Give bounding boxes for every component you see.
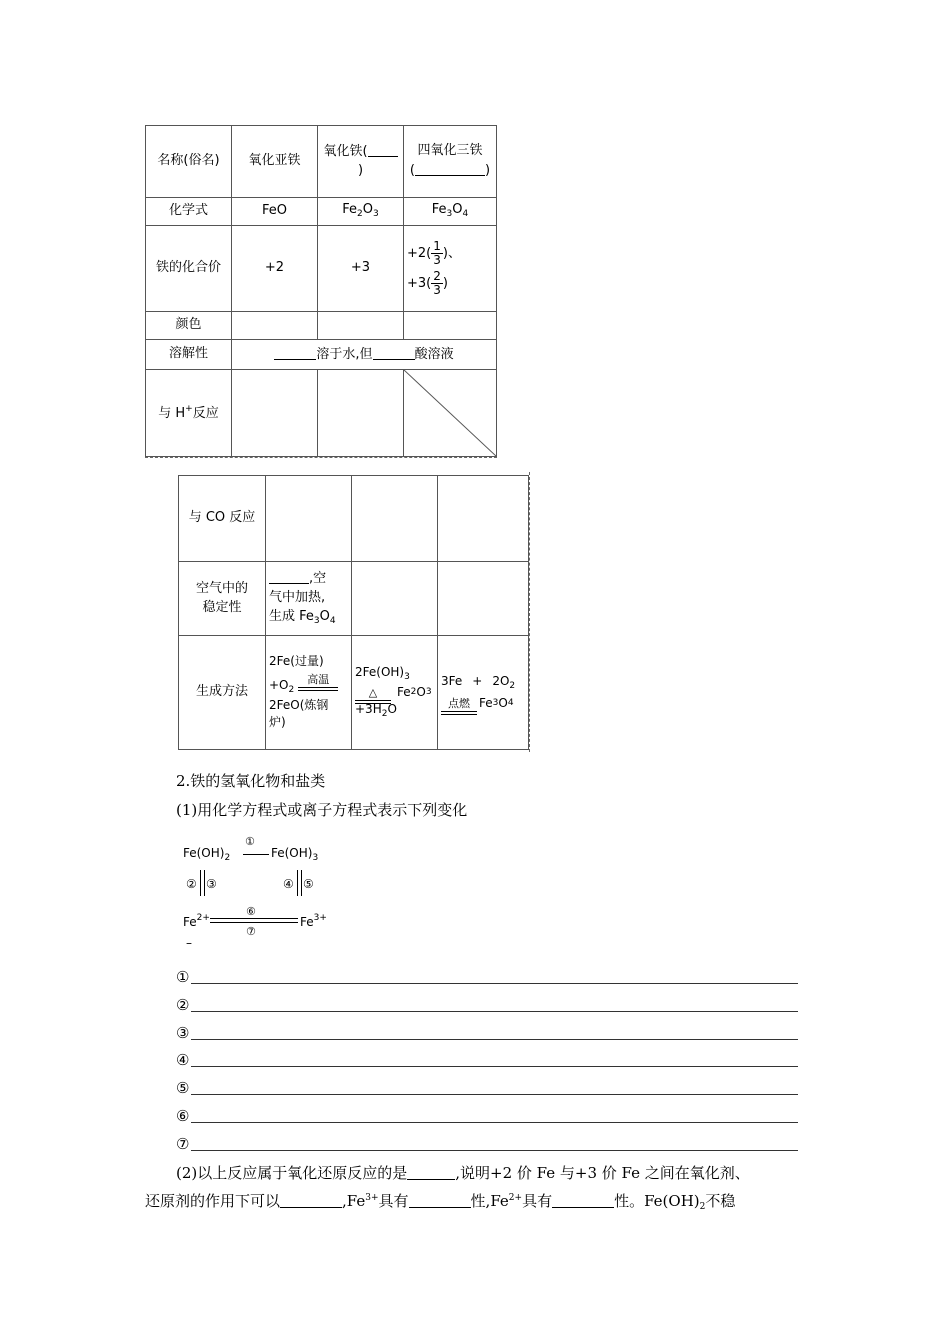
fraction	[431, 240, 443, 267]
answer-line-6[interactable]	[176, 1106, 798, 1126]
cell-stability-label	[179, 562, 266, 636]
text: 不稳	[705, 1192, 736, 1210]
label-5: ⑤	[303, 877, 314, 891]
cell-empty	[404, 312, 497, 340]
answer-mark: ⑦	[176, 1135, 190, 1153]
blank[interactable]	[280, 1193, 342, 1208]
cell-empty	[438, 476, 529, 562]
table-row-solubility	[146, 340, 497, 370]
cell-fe3o4-method	[438, 636, 529, 750]
sub: 3	[404, 671, 410, 682]
f-sub: 2	[357, 209, 363, 220]
answer-line-4[interactable]	[176, 1050, 798, 1070]
valence-text: +2(	[407, 246, 432, 262]
cell-formula-label: 化学式	[146, 198, 232, 226]
text: (2)以上反应属于氧化还原反应的是	[176, 1164, 408, 1182]
table-row-co	[179, 476, 529, 562]
iron-oxide-table-part1	[145, 125, 497, 457]
page-break-dash	[529, 472, 530, 752]
table-row-name	[146, 126, 497, 198]
text: 生成 Fe	[269, 608, 314, 624]
text: Fe	[300, 915, 314, 929]
cell-color-label: 颜色	[146, 312, 232, 340]
heat-condition: △	[368, 685, 378, 699]
diagonal-line	[404, 370, 496, 456]
solubility-text: 酸溶液	[414, 346, 454, 362]
fraction-den: 3	[433, 282, 441, 297]
cell-valence-label: 铁的化合价	[146, 226, 232, 312]
cell-empty	[318, 312, 404, 340]
ignite-condition: 点燃	[448, 696, 470, 710]
answer-mark: ①	[176, 968, 190, 986]
sub: 2	[509, 680, 516, 691]
text: 2O	[492, 673, 510, 688]
double-line	[355, 700, 391, 704]
text: ,空	[309, 571, 327, 587]
cell-solubility	[232, 340, 497, 370]
blank[interactable]	[552, 1193, 614, 1208]
text: 炉)	[269, 715, 286, 730]
valence-text: )、	[442, 246, 461, 262]
page-break-dash	[145, 457, 497, 458]
fe3-label	[300, 913, 327, 929]
cell-feo-stability	[266, 562, 352, 636]
valence-text: )	[442, 275, 448, 291]
table-row-acid	[146, 370, 497, 457]
cell-fe3o4-name	[404, 126, 497, 198]
label-6: ⑥	[246, 905, 256, 918]
text: +O	[269, 677, 289, 692]
blank[interactable]	[409, 1193, 471, 1208]
cell-fe2o3-method	[352, 636, 438, 750]
cell-empty	[232, 370, 318, 457]
answer-rule	[191, 1150, 798, 1151]
text: 性,Fe	[470, 1192, 509, 1210]
double-arrow-left	[200, 870, 205, 896]
cell-empty	[232, 312, 318, 340]
cell-empty	[352, 476, 438, 562]
question-2-line2	[145, 1190, 735, 1212]
text: O	[387, 702, 397, 717]
cell-co-label: 与 CO 反应	[179, 476, 266, 562]
cell-acid-label	[146, 370, 232, 457]
sub: 2	[699, 1202, 706, 1212]
cell-empty	[438, 562, 529, 636]
text: 2Fe(过量)	[269, 654, 324, 669]
sup: 3+	[365, 1193, 379, 1203]
double-line	[441, 711, 477, 715]
answer-line-2[interactable]	[176, 995, 798, 1015]
answer-line-7[interactable]	[176, 1134, 798, 1154]
fe2o3-name-close: )	[357, 163, 364, 178]
answer-rule	[191, 1122, 798, 1123]
fraction-num: 2	[433, 268, 441, 283]
text: 还原剂的作用下可以	[145, 1192, 281, 1210]
fe3o4-name-text: 四氧化三铁	[417, 143, 483, 159]
sub: 3	[312, 853, 319, 863]
cell-empty	[266, 476, 352, 562]
f-sub: 3	[446, 209, 453, 220]
label-4: ④	[283, 877, 294, 891]
fe3o4-common-name-blank	[415, 161, 485, 176]
cell-fe2o3-name	[318, 126, 404, 198]
table-row-valence	[146, 226, 497, 312]
cell-solubility-label: 溶解性	[146, 340, 232, 370]
sub: 2	[224, 853, 231, 863]
f-fe: Fe	[342, 202, 358, 218]
cell-fe3o4-valence	[404, 226, 497, 312]
fraction-num: 1	[433, 239, 441, 254]
text: +	[472, 673, 483, 688]
arrow-1	[243, 854, 269, 855]
label-line: 空气中的	[195, 580, 248, 596]
sub: 2	[381, 709, 388, 720]
f-o: O	[362, 202, 373, 218]
fe3o4-close: )	[485, 163, 491, 178]
blank	[373, 345, 415, 360]
fraction-den: 3	[433, 253, 441, 268]
text: ,Fe	[342, 1192, 366, 1210]
cell-name-label: 名称(俗名)	[146, 126, 232, 198]
valence-text: +3(	[407, 275, 432, 291]
answer-rule	[191, 983, 798, 984]
text: 具有	[522, 1192, 553, 1210]
sub: 2	[288, 684, 295, 695]
cell-feo-formula: FeO	[232, 198, 318, 226]
label-2: ②	[186, 877, 197, 891]
cell-feo-method	[266, 636, 352, 750]
answer-mark: ③	[176, 1024, 190, 1042]
text: O	[498, 695, 508, 710]
cell-fe2o3-valence: +3	[318, 226, 404, 312]
feoh2-label	[183, 846, 230, 863]
cell-fe3o4-formula	[404, 198, 497, 226]
answer-rule	[191, 1066, 798, 1067]
cell-fe2o3-formula	[318, 198, 404, 226]
cell-feo-valence: +2	[232, 226, 318, 312]
answer-line-5[interactable]	[176, 1078, 798, 1098]
question-2-line1	[176, 1162, 750, 1183]
text: Fe(OH)	[183, 846, 225, 860]
text: 2Fe(OH)	[355, 664, 405, 679]
dash-mark: –	[186, 936, 192, 950]
text: 气中加热,	[269, 589, 326, 605]
answer-line-3[interactable]	[176, 1023, 798, 1043]
text: Fe	[183, 915, 197, 929]
question-1: (1)用化学方程式或离子方程式表示下列变化	[176, 801, 468, 819]
feoh3-label	[271, 846, 318, 863]
f-fe: Fe	[431, 202, 447, 218]
answer-mark: ④	[176, 1051, 190, 1069]
text: Fe	[479, 695, 493, 710]
cell-empty	[352, 562, 438, 636]
fe3o4-open: (	[409, 163, 415, 178]
answer-mark: ⑥	[176, 1107, 190, 1125]
sub: 3	[492, 698, 499, 708]
label-line: 稳定性	[202, 599, 242, 615]
blank	[269, 569, 309, 584]
table-row-method	[179, 636, 529, 750]
sub: 3	[313, 615, 320, 626]
answer-rule	[191, 1094, 798, 1095]
text: 3Fe	[441, 673, 463, 688]
cell-diagonal	[404, 370, 497, 457]
iron-oxide-table-part2	[178, 475, 529, 750]
sub: 2	[410, 686, 417, 697]
double-arrow-right	[297, 870, 302, 896]
table-row-color	[146, 312, 497, 340]
condition: 高温	[307, 672, 330, 686]
label-1: ①	[245, 835, 255, 848]
double-arrow-6-7	[210, 918, 298, 923]
fe2-label	[183, 913, 210, 929]
answer-rule	[191, 1011, 798, 1012]
text: 性。Fe(OH)	[614, 1192, 700, 1210]
text: 2FeO(炼钢	[269, 697, 329, 712]
acid-sup: +	[185, 403, 193, 414]
text: +3H	[355, 702, 382, 717]
table-row-stability	[179, 562, 529, 636]
sub: 4	[329, 615, 336, 626]
label-7: ⑦	[246, 925, 256, 938]
sup: 2+	[196, 913, 210, 923]
cell-empty	[318, 370, 404, 457]
sup: 3+	[313, 913, 327, 923]
text: ,说明+2 价 Fe 与+3 价 Fe 之间在氧化剂、	[455, 1164, 750, 1182]
blank	[274, 345, 316, 360]
acid-label: 与 H	[158, 405, 186, 421]
fe2o3-common-name-blank	[368, 142, 398, 157]
answer-rule	[191, 1039, 798, 1040]
section-title: 2.铁的氢氧化物和盐类	[176, 772, 326, 790]
label-3: ③	[206, 877, 217, 891]
fraction	[431, 270, 443, 297]
answer-mark: ②	[176, 996, 190, 1014]
sub: 3	[425, 686, 432, 697]
cell-feo-name: 氧化亚铁	[232, 126, 318, 198]
cell-method-label: 生成方法	[179, 636, 266, 750]
double-line	[298, 687, 338, 691]
text: Fe	[397, 684, 411, 699]
acid-label: 反应	[192, 405, 219, 421]
text: 具有	[378, 1192, 409, 1210]
blank[interactable]	[407, 1165, 455, 1180]
sub: 4	[507, 698, 514, 708]
answer-mark: ⑤	[176, 1079, 190, 1097]
fe2o3-name-text: 氧化铁(	[323, 144, 368, 160]
text: Fe(OH)	[271, 846, 313, 860]
f-sub: 3	[373, 209, 379, 220]
f-o: O	[452, 202, 463, 218]
f-sub: 4	[462, 209, 469, 220]
solubility-text: 溶于水,但	[316, 346, 373, 362]
text: O	[416, 684, 426, 699]
sup: 2+	[508, 1193, 523, 1203]
text: O	[319, 608, 330, 624]
table-row-formula	[146, 198, 497, 226]
answer-line-1[interactable]	[176, 967, 798, 987]
